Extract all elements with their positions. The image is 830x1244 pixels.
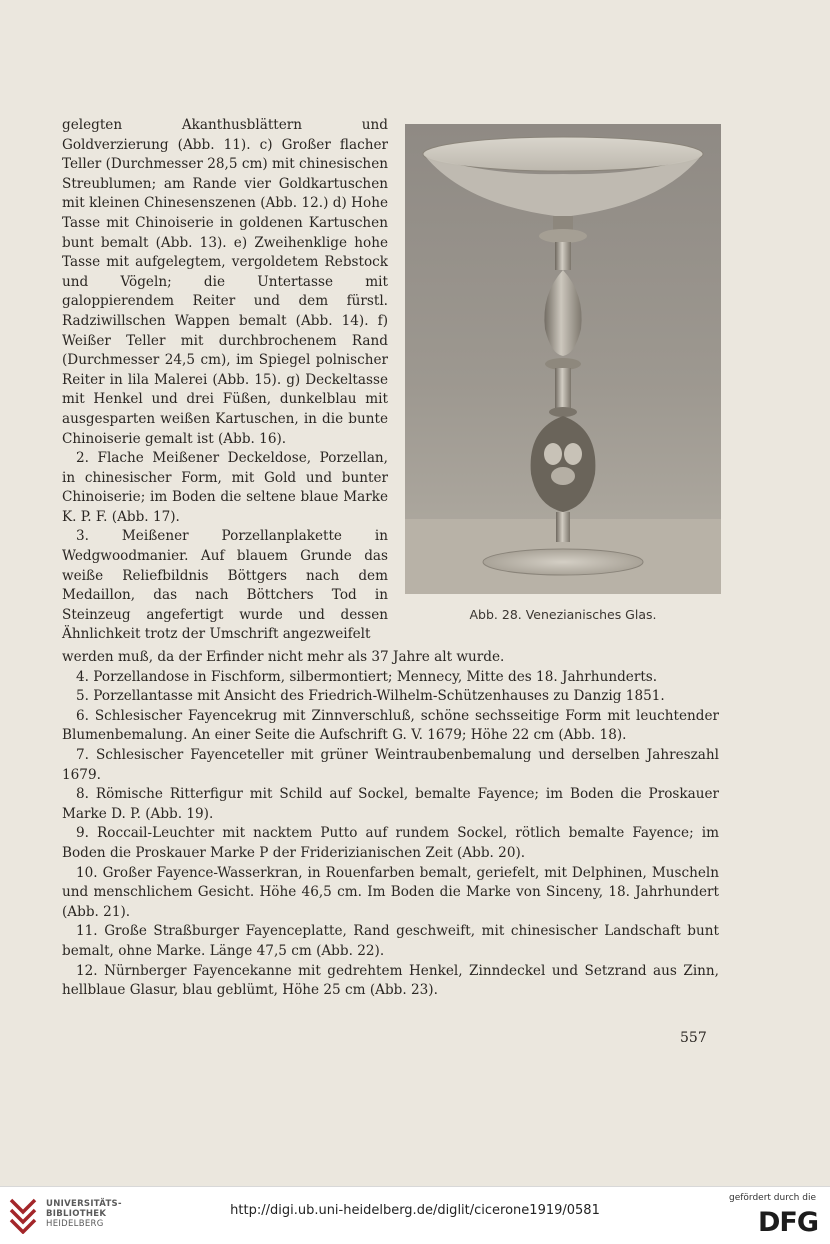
paragraph-3: 3. Meißener Porzellanplakette in Wedgwoodmanier. Auf blauem Grunde das weiße Reliefbildnis Böttgers nach dem Medaillon, das nach Böttchers Tod in Steinzeug angefertigt wurde und dessen Ähnlichkeit trotz der Umschrift angezweifelt [62,528,388,643]
entry-8: 8. Römische Ritterfigur mit Schild auf Sockel, bemalte Fayence; im Boden die Proskauer Marke D. P. (Abb. 19). [62,786,719,822]
full-width-text [62,648,719,1001]
library-name-line-1: UNIVERSITÄTS- [46,1199,122,1209]
entry-12: 12. Nürnberger Fayencekanne mit gedrehtem Henkel, Zinndeckel und Setzrand aus Zinn, hellblaue Glasur, blau geblümt, Höhe 25 cm (Abb. 23). [62,962,719,999]
entry-11: 11. Große Straßburger Fayenceplatte, Rand geschweift, mit chinesischer Landschaft bunt bemalt, ohne Marke. Länge 47,5 cm (Abb. 22). [62,923,719,959]
figure-caption: Abb. 28. Venezianisches Glas. [469,607,657,622]
entry-7: 7. Schlesischer Fayenceteller mit grüner Weintraubenbemalung und derselben Jahreszahl 1679. [62,746,719,783]
library-name-line-2: BIBLIOTHEK [46,1209,107,1219]
dfg-logo[interactable]: DFG [757,1207,818,1238]
two-column-text [62,116,388,645]
entry-4: 4. Porzellandose in Fischform, silbermontiert; Mennecy, Mitte des 18. Jahrhunderts. [76,668,658,685]
paragraph-continuation: werden muß, da der Erfinder nicht mehr als 37 Jahre alt wurde. [62,649,505,665]
entry-10: 10. Großer Fayence-Wasserkran, in Rouenfarben bemalt, geriefelt, mit Delphinen, Muscheln und menschlichem Gesicht. Höhe 46,5 cm. Im Boden die Marke von Sinceny, 18. Jahrhundert (Abb. 21). [62,864,719,920]
entry-9: 9. Roccail-Leuchter mit nacktem Putto auf rundem Sockel, rötlich bemalte Fayence; im Boden die Proskauer Marke P der Friderizianischen Zeit (Abb. 20). [62,825,719,861]
funding-note: gefördert durch die [729,1193,816,1203]
paragraph-2: 2. Flache Meißener Deckeldose, Porzellan, in chinesischer Form, mit Gold und bunter Chinoiserie; im Boden die seltene blaue Marke K. P. F. (Abb. 17). [62,450,388,525]
entry-6: 6. Schlesischer Fayencekrug mit Zinnverschluß, schöne sechsseitige Form mit leuchtender Blumenbemalung. An einer Seite die Aufschrift G. V. 1679; Höhe 22 cm (Abb. 18). [62,707,719,744]
library-name-line-3: HEIDELBERG [46,1219,104,1229]
entry-5: 5. Porzellantasse mit Ansicht des Friedrich-Wilhelm-Schützenhauses zu Danzig 1851. [76,688,665,705]
viewer-footer [0,1186,830,1244]
page-number: 557 [680,1030,707,1046]
glass-photograph [405,124,721,594]
permalink-url[interactable]: http://digi.ub.uni-heidelberg.de/diglit/cicerone1919/0581 [230,1203,600,1218]
venetian-glass-image [405,124,721,594]
paragraph-1: gelegten Akanthusblättern und Goldverzierung (Abb. 11). c) Großer flacher Teller (Durchmesser 28,5 cm) mit chinesischen Streublumen; am Rande vier Goldkartuschen mit kleinen Chinesenszenen (Abb. 12.) d) Hohe Tasse mit Chinoiserie in goldenen Kartuschen bunt bemalt (Abb. 13). e) Zweihenklige hohe Tasse mit aufgelegtem, vergoldetem Rebstock und Vögeln; die Untertasse mit galoppierendem Reiter und dem fürstl. Radziwillschen Wappen bemalt (Abb. 14). f) Weißer Teller mit durchbrochenem Rand (Durchmesser 24,5 cm), im Spiegel polnischer Reiter in lila Malerei (Abb. 15). g) Deckeltasse mit Henkel und drei Füßen, dunkelblau mit ausgesparten weißen Kartuschen, in die bunte Chinoiserie gemalt ist (Abb. 16). [62,117,388,447]
